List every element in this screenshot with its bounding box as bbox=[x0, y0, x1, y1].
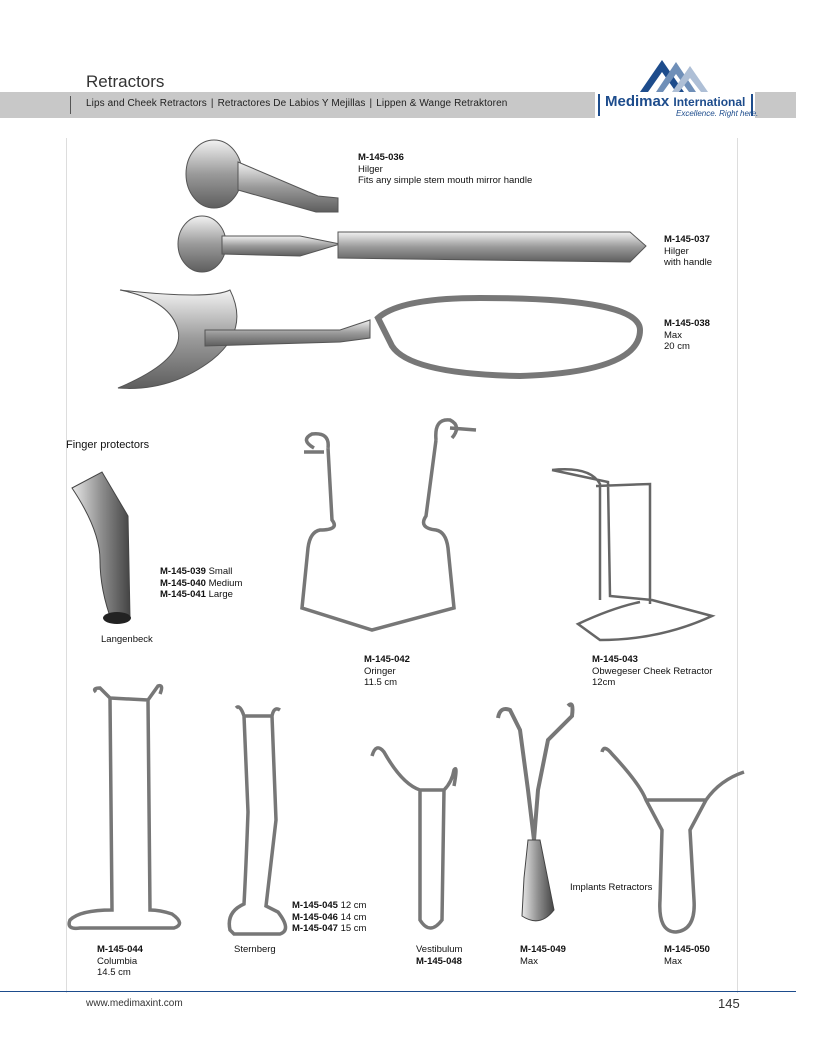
subtitle-en: Lips and Cheek Retractors bbox=[86, 98, 207, 109]
product-code: M-145-042 bbox=[364, 654, 410, 665]
product-label-m145037 bbox=[664, 234, 712, 269]
product-code: M-145-047 bbox=[292, 923, 338, 934]
subtitle-es: Retractores De Labios Y Mejillas bbox=[217, 98, 366, 109]
max-implant-retractor-illustration bbox=[498, 704, 573, 920]
product-name: Vestibulum bbox=[416, 944, 463, 955]
product-code: M-145-045 bbox=[292, 900, 338, 911]
subtitle-de: Lippen & Wange Retraktoren bbox=[376, 98, 508, 109]
product-code: M-145-050 bbox=[664, 944, 710, 955]
page-number: 145 bbox=[718, 996, 740, 1011]
product-size: Medium bbox=[208, 577, 243, 589]
product-name: Oringer bbox=[364, 665, 396, 677]
product-code: M-145-049 bbox=[520, 944, 566, 955]
obwegeser-retractor-illustration bbox=[552, 469, 712, 640]
product-name: Hilger bbox=[664, 245, 689, 257]
product-size: Small bbox=[208, 566, 233, 577]
brand-name-suffix: International bbox=[673, 95, 746, 109]
product-size: 14 cm bbox=[340, 911, 367, 923]
product-label-m145038 bbox=[664, 318, 710, 353]
product-name: Columbia bbox=[97, 955, 138, 967]
product-name-langenbeck: Langenbeck bbox=[101, 634, 153, 645]
section-implants-retractors: Implants Retractors bbox=[570, 882, 653, 893]
footer-url[interactable]: www.medimaxint.com bbox=[86, 998, 183, 1009]
subtitle-separator: | bbox=[210, 98, 214, 109]
product-label-m145048 bbox=[416, 944, 462, 967]
product-code: M-145-040 bbox=[160, 577, 206, 589]
finger-protector-illustration bbox=[72, 472, 131, 624]
hilger-blade-illustration bbox=[186, 140, 338, 212]
product-code: M-145-044 bbox=[97, 944, 143, 955]
max-retractor-illustration bbox=[118, 290, 640, 388]
product-label-m145049 bbox=[520, 944, 566, 967]
product-name: Max bbox=[664, 329, 682, 341]
product-label-finger-protectors bbox=[160, 566, 242, 601]
product-desc: 12cm bbox=[592, 677, 616, 688]
product-size: 15 cm bbox=[340, 923, 367, 934]
brand-tagline: Excellence. Right here. bbox=[676, 109, 759, 118]
footer-rule bbox=[0, 991, 796, 992]
product-name: Max bbox=[520, 955, 538, 967]
product-desc: 20 cm bbox=[664, 341, 690, 352]
product-code: M-145-046 bbox=[292, 911, 338, 923]
product-code: M-145-048 bbox=[416, 955, 462, 967]
hilger-with-handle-illustration bbox=[178, 216, 646, 272]
product-name-sternberg: Sternberg bbox=[234, 944, 276, 955]
product-size: Large bbox=[208, 589, 233, 600]
product-code: M-145-041 bbox=[160, 589, 206, 600]
product-desc: 11.5 cm bbox=[364, 677, 398, 688]
product-code: M-145-039 bbox=[160, 566, 206, 577]
section-finger-protectors: Finger protectors bbox=[66, 439, 150, 451]
product-label-m145042 bbox=[364, 654, 410, 689]
product-label-m145043 bbox=[592, 654, 712, 689]
vestibulum-retractor-illustration bbox=[372, 748, 456, 928]
page-title: Retractors bbox=[86, 72, 165, 91]
product-name: Max bbox=[664, 955, 682, 967]
product-desc: Fits any simple stem mouth mirror handle bbox=[358, 175, 533, 186]
subtitle-separator: | bbox=[369, 98, 373, 109]
product-label-m145050 bbox=[664, 944, 710, 967]
product-code: M-145-043 bbox=[592, 654, 638, 665]
product-code: M-145-037 bbox=[664, 234, 710, 245]
product-size: 12 cm bbox=[340, 900, 367, 911]
product-desc: with handle bbox=[664, 257, 713, 268]
sternberg-retractor-illustration bbox=[229, 707, 285, 934]
product-label-m145044 bbox=[97, 944, 143, 979]
brand-name-main: Medimax bbox=[605, 93, 670, 110]
product-name: Obwegeser Cheek Retractor bbox=[592, 665, 713, 677]
oringer-retractor-illustration bbox=[302, 420, 476, 630]
product-desc: 14.5 cm bbox=[97, 967, 131, 978]
max-retractor-b-illustration bbox=[602, 748, 744, 932]
product-label-m145036 bbox=[358, 152, 532, 187]
product-name: Hilger bbox=[358, 163, 383, 175]
product-code: M-145-036 bbox=[358, 152, 404, 163]
columbia-retractor-illustration bbox=[69, 686, 179, 929]
product-code: M-145-038 bbox=[664, 318, 710, 329]
product-label-sternberg bbox=[292, 900, 366, 935]
